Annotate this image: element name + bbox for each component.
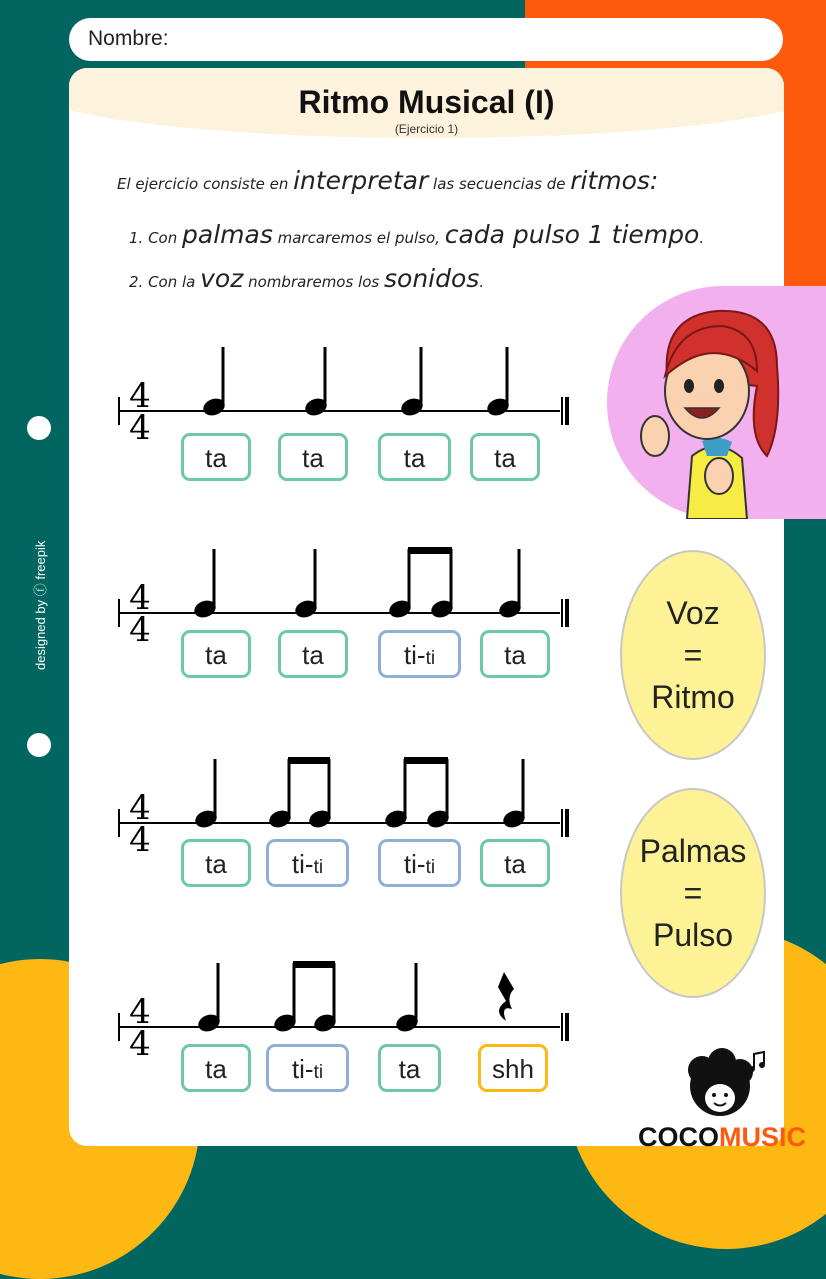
syllable-main: ta — [403, 443, 426, 473]
syllable-main: ti- — [291, 1054, 314, 1084]
syllable-suffix: ti — [425, 648, 436, 669]
syllable-main: ta — [398, 1054, 421, 1084]
syllable-main: shh — [492, 1054, 534, 1084]
instruction-line-1: El ejercicio consiste en interpretar las secuencias de ritmos: — [117, 166, 659, 195]
time-signature-bottom: 4 — [129, 820, 151, 860]
time-signature-top: 4 — [129, 992, 151, 1032]
syllable-main: ti- — [403, 849, 426, 879]
syllable-main: ta — [205, 849, 227, 879]
syllable-box — [378, 433, 451, 481]
syllable-box — [181, 630, 251, 678]
syllable-box — [278, 433, 348, 481]
syllable-box — [278, 630, 348, 678]
cocomusic-logo-text: COCOMUSIC — [638, 1122, 806, 1152]
syllable-main: ta — [504, 640, 526, 670]
syllable-main: ta — [205, 443, 227, 473]
freepik-credit: designed by ⓕ freepik — [33, 540, 48, 670]
eighth-beam — [288, 757, 330, 764]
syllable-box — [378, 630, 461, 678]
name-label: Nombre: — [88, 27, 169, 50]
syllable-main: ti- — [403, 640, 426, 670]
syllable-main: ta — [302, 443, 324, 473]
instruction-line-2: 1. Con palmas marcaremos el pulso, cada pulso 1 tiempo. — [129, 220, 705, 249]
eighth-beam — [408, 547, 452, 554]
syllable-box — [181, 433, 251, 481]
syllable-box — [378, 1044, 441, 1092]
syllable-box — [181, 1044, 251, 1092]
voz-ritmo-oval: Voz = Ritmo — [620, 550, 766, 760]
syllable-box — [480, 839, 550, 887]
syllable-suffix: ti — [313, 1062, 324, 1083]
time-signature-bottom: 4 — [129, 610, 151, 650]
syllable-main: ta — [205, 640, 227, 670]
palmas-pulso-oval: Palmas = Pulso — [620, 788, 766, 998]
syllable-box — [266, 839, 349, 887]
syllable-box — [478, 1044, 548, 1092]
syllable-suffix: ti — [425, 857, 436, 878]
syllable-main: ta — [205, 1054, 227, 1084]
syllable-box — [181, 839, 251, 887]
syllable-box — [378, 839, 461, 887]
syllable-suffix: ti — [313, 857, 324, 878]
time-signature-top: 4 — [129, 578, 151, 618]
eighth-beam — [404, 757, 448, 764]
time-signature-top: 4 — [129, 376, 151, 416]
syllable-main: ti- — [291, 849, 314, 879]
syllable-main: ta — [504, 849, 526, 879]
syllable-main: ta — [302, 640, 324, 670]
syllable-box — [470, 433, 540, 481]
syllable-box — [266, 1044, 349, 1092]
time-signature-bottom: 4 — [129, 1024, 151, 1064]
eighth-beam — [293, 961, 335, 968]
page-subtitle: (Ejercicio 1) — [394, 122, 459, 136]
quarter-rest — [498, 972, 514, 1021]
syllable-main: ta — [494, 443, 516, 473]
time-signature-top: 4 — [129, 788, 151, 828]
instruction-line-3: 2. Con la voz nombraremos los sonidos. — [129, 264, 485, 293]
syllable-box — [480, 630, 550, 678]
time-signature-bottom: 4 — [129, 408, 151, 448]
page-title: Ritmo Musical (I) — [298, 84, 555, 120]
